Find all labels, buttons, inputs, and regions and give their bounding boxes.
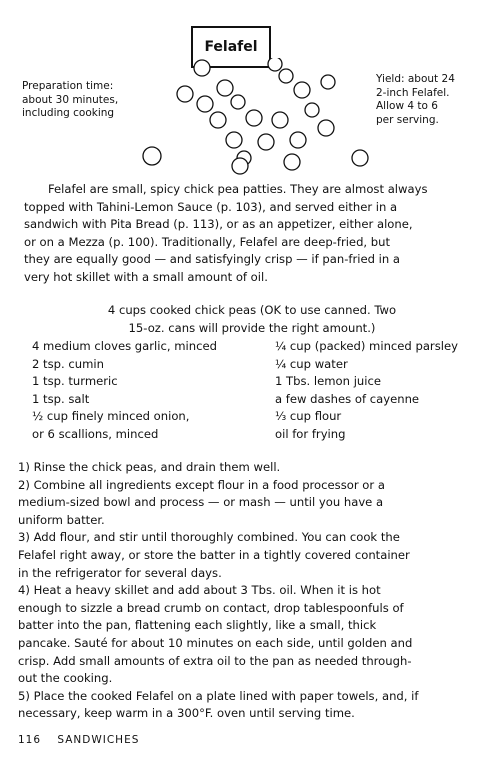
step-line: 4) Heat a heavy skillet and add about 3 Tbs. oil. When it is hot (18, 583, 381, 598)
step-line: uniform batter. (18, 512, 105, 527)
chickpea-drawing (279, 69, 293, 83)
recipe-title: Felafel (204, 39, 258, 55)
yield-line: Yield: about 24 (376, 73, 455, 85)
chickpea-drawing (305, 103, 319, 117)
intro-paragraph (24, 181, 480, 287)
step-line: crisp. Add small amounts of extra oil to the pan as needed through- (18, 653, 412, 668)
yield-info (376, 73, 486, 127)
chickpea-drawing (268, 58, 282, 71)
step-line: necessary, keep warm in a 300°F. oven until serving time. (18, 706, 355, 721)
ingredient-line: 4 cups cooked chick peas (OK to use canned. Two (107, 303, 397, 317)
ingredient-item: or 6 scallions, minced (32, 426, 159, 441)
ingredient-item: oil for frying (275, 426, 346, 441)
ingredient-item: ½ cup finely minced onion, (32, 409, 190, 424)
step-line: 2) Combine all ingredients except flour in a food processor or a (18, 477, 385, 492)
step-line: pancake. Sauté for about 10 minutes on each side, until golden and (18, 635, 413, 650)
chickpea-drawing (352, 150, 368, 166)
intro-line: sandwich with Pita Bread (p. 113), or as an appetizer, either alone, (24, 217, 413, 232)
chickpea-drawing (232, 158, 248, 174)
chickpea-drawing (290, 132, 306, 148)
ingredients-lead (24, 302, 480, 337)
chickpea-drawing (197, 96, 213, 112)
intro-line: or on a Mezza (p. 100). Traditionally, Felafel are deep-fried, but (24, 234, 391, 249)
step-line: 1) Rinse the chick peas, and drain them well. (18, 460, 281, 474)
ingredient-item: a few dashes of cayenne (275, 391, 420, 406)
step-line: out the cooking. (18, 671, 113, 686)
step-line: batter into the pan, flattening each slightly, like a small, thick (18, 618, 377, 633)
chickpea-illustration (130, 58, 390, 178)
prep-line: about 30 minutes, (22, 93, 119, 106)
step-line: medium-sized bowl and process — or mash — until you have a (18, 495, 384, 510)
ingredient-item: 4 medium cloves garlic, minced (32, 339, 217, 353)
step-line: enough to sizzle a bread crumb on contact, drop tablespoonfuls of (18, 600, 404, 615)
chickpea-drawing (231, 95, 245, 109)
ingredient-item: 1 tsp. turmeric (32, 374, 118, 389)
prep-line: including cooking (22, 107, 115, 119)
chickpea-drawing (177, 86, 193, 102)
intro-line: very hot skillet with a small amount of oil. (24, 269, 268, 284)
chickpea-drawing (246, 110, 262, 126)
chickpea-drawing (226, 132, 242, 148)
method-steps (18, 459, 488, 723)
ingredient-item: ⅓ cup flour (275, 409, 342, 424)
step-line: Felafel right away, or store the batter in a tightly covered container (18, 547, 410, 562)
chickpea-drawing (272, 112, 288, 128)
ingredient-item: ¼ cup water (275, 356, 348, 371)
prep-line: Preparation time: (22, 80, 114, 92)
ingredient-item: 1 tsp. salt (32, 391, 90, 406)
step-line: 3) Add flour, and stir until thoroughly combined. You can cook the (18, 530, 400, 545)
ingredient-item: 1 Tbs. lemon juice (275, 374, 381, 389)
chickpea-drawing (217, 80, 233, 96)
intro-line: topped with Tahini-Lemon Sauce (p. 103), and served either in a (24, 199, 398, 214)
yield-line: Allow 4 to 6 (376, 100, 438, 112)
yield-line: 2-inch Felafel. (376, 86, 450, 99)
chickpea-drawing (318, 120, 334, 136)
ingredients-right-column (275, 338, 490, 444)
step-line: in the refrigerator for several days. (18, 565, 222, 580)
ingredients-left-column (32, 338, 272, 444)
yield-line: per serving. (376, 113, 439, 126)
chickpea-drawing (258, 134, 274, 150)
ingredient-line: 15-oz. cans will provide the right amount.) (128, 320, 376, 335)
section-name: SANDWICHES (57, 734, 140, 746)
intro-line: they are equally good — and satisfyingly crisp — if pan-fried in a (24, 252, 401, 267)
chickpea-drawing (143, 147, 161, 165)
ingredient-item: 2 tsp. cumin (32, 356, 104, 371)
page-number: 116 (18, 734, 42, 746)
chickpea-drawing (321, 75, 335, 89)
step-line: 5) Place the cooked Felafel on a plate lined with paper towels, and, if (18, 688, 419, 703)
chickpea-drawing (294, 82, 310, 98)
page-footer (18, 734, 151, 746)
intro-line: Felafel are small, spicy chick pea patties. They are almost always (48, 182, 428, 196)
chickpea-drawing (194, 60, 210, 76)
chickpea-drawing (210, 112, 226, 128)
ingredient-item: ¼ cup (packed) minced parsley (275, 339, 458, 353)
chickpea-drawing (284, 154, 300, 170)
